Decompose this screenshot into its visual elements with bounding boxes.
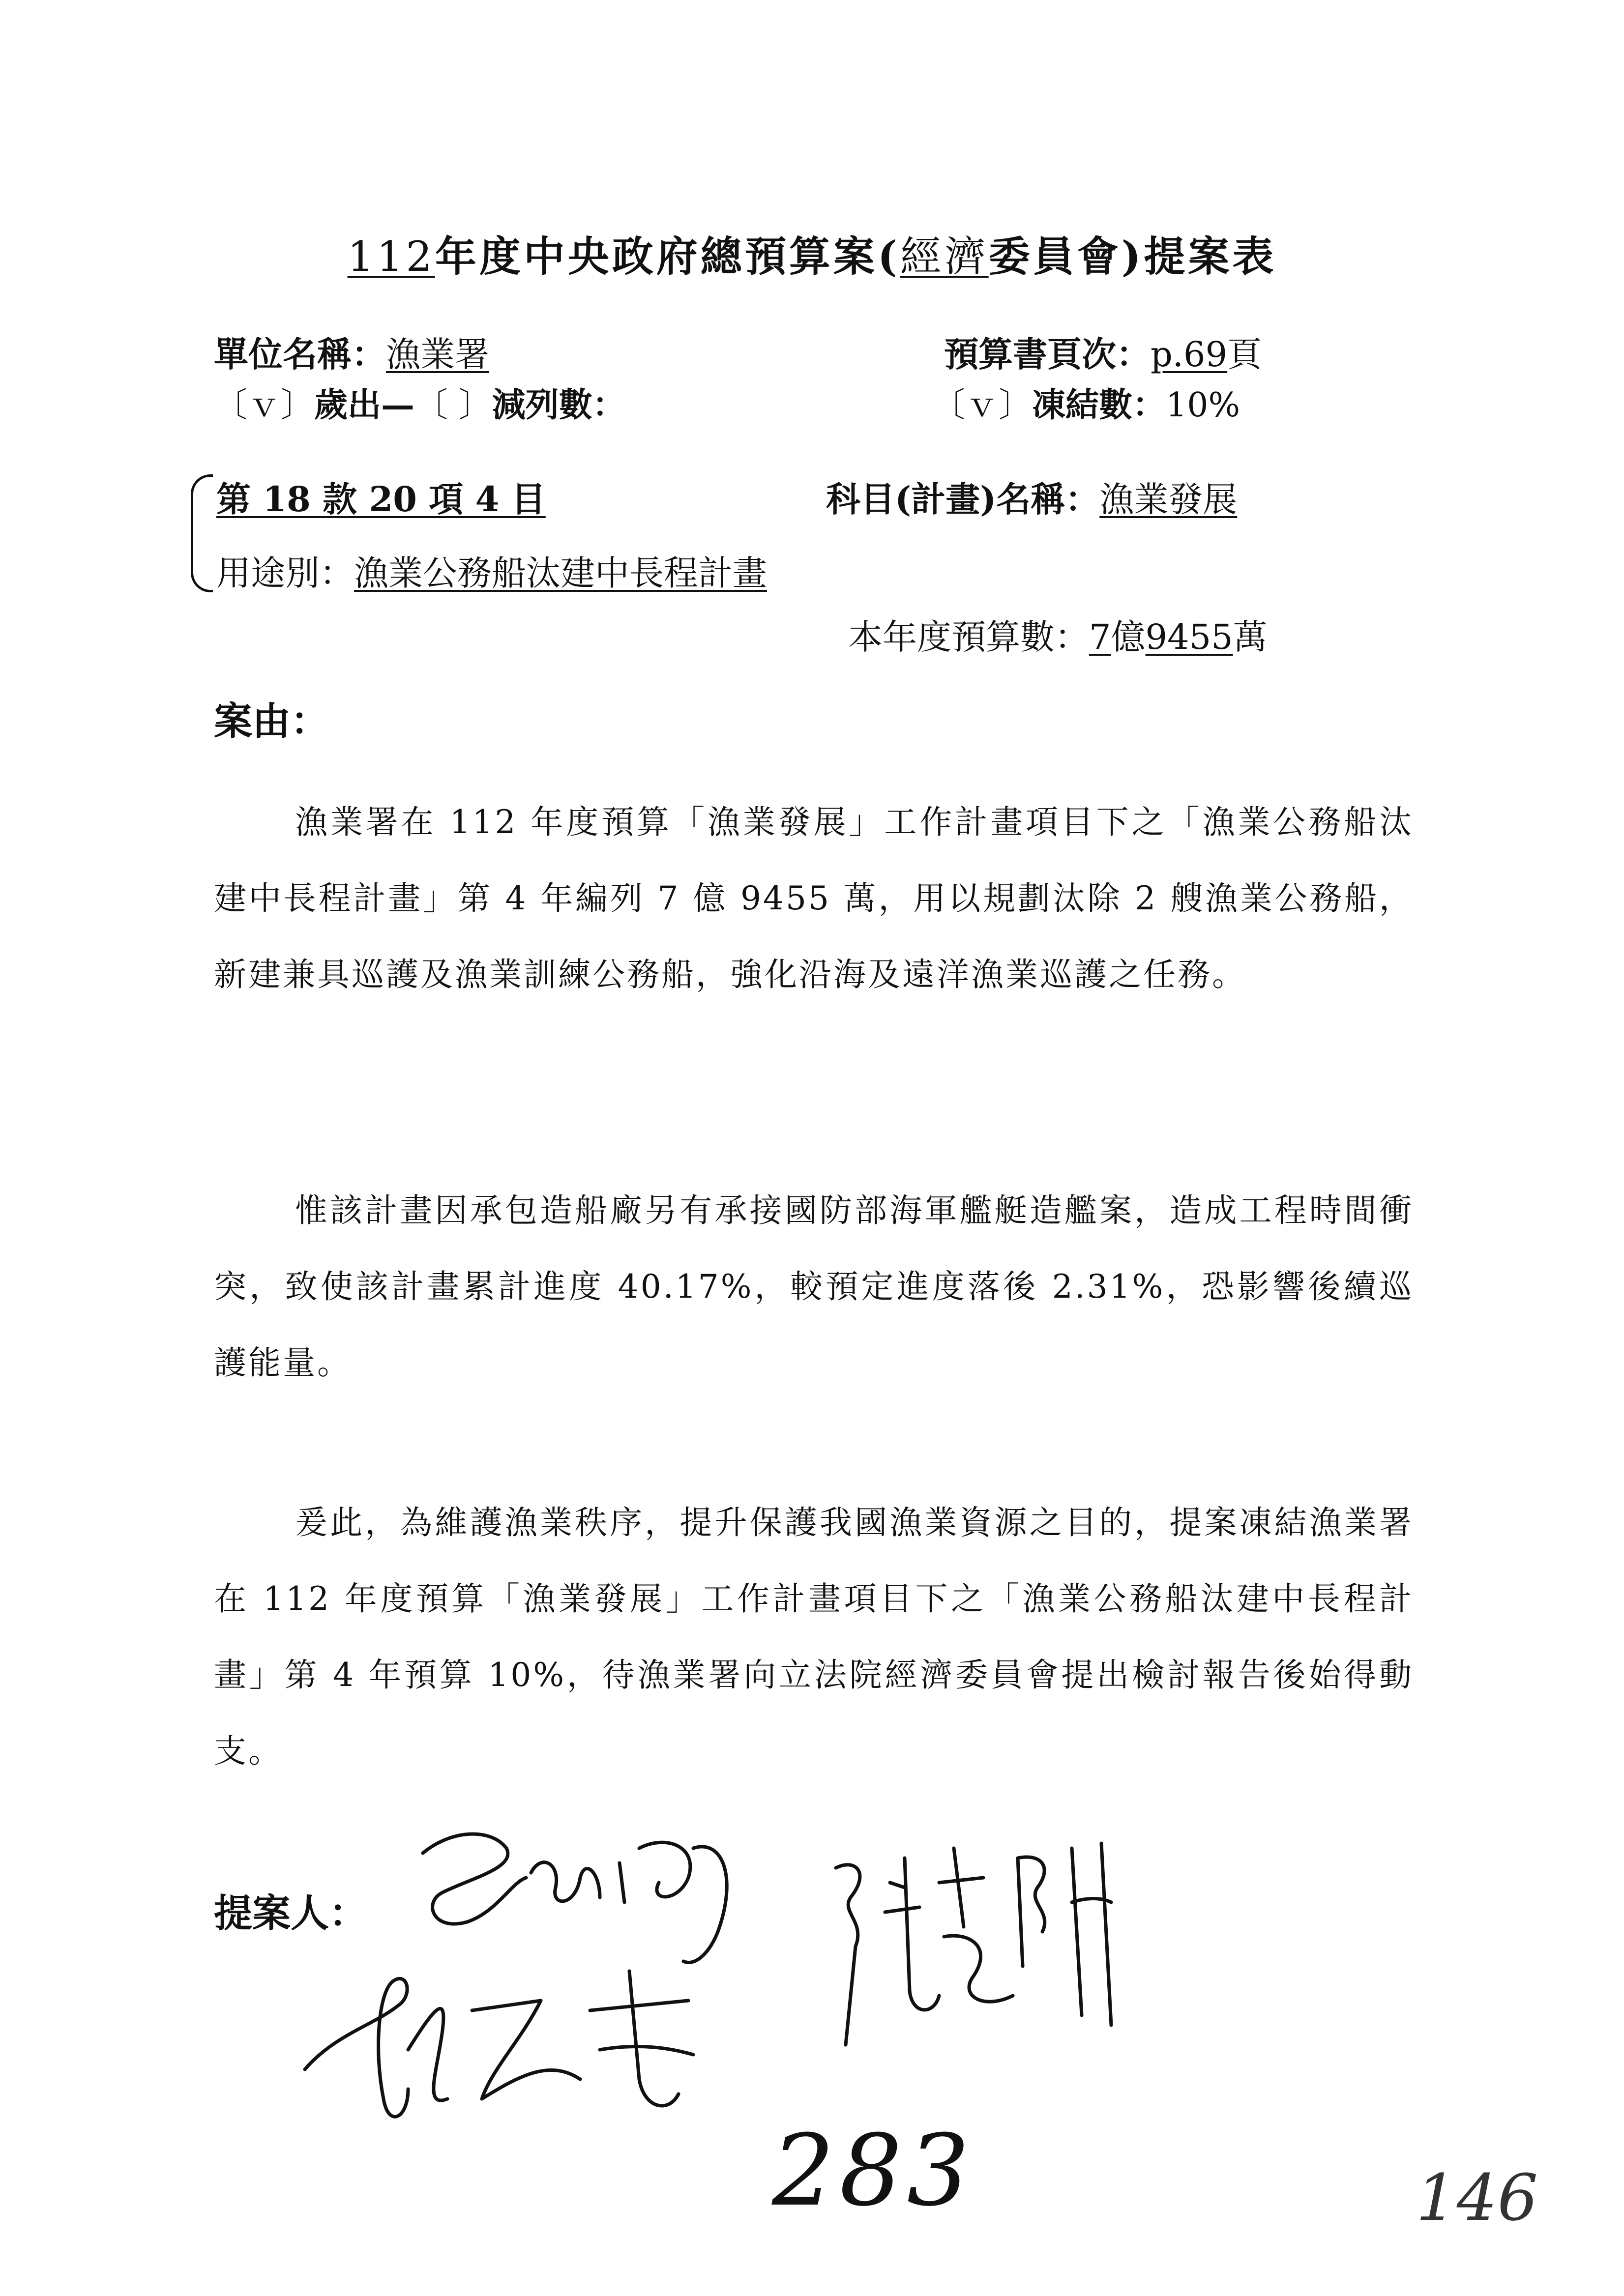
title-year: 112: [347, 233, 435, 281]
unit-row: [214, 327, 489, 377]
subject-row: [826, 472, 1237, 522]
paragraph-1-text: 漁業署在 112 年度預算「漁業發展」工作計畫項目下之「漁業公務船汰建中長程計畫」第 4 年編列 7 億 9455 萬，用以規劃汰除 2 艘漁業公務船，新建兼具巡護及漁業訓練公務船，強化沿海及遠洋漁業巡護之任務。: [214, 803, 1414, 993]
budget-page-unit: 頁: [1227, 334, 1262, 375]
annual-budget-unit2: 萬: [1233, 617, 1268, 657]
paragraph-2-text: 惟該計畫因承包造船廠另有承接國防部海軍艦艇造艦案，造成工程時間衝突，致使該計畫累計進度 40.17%，較預定進度落後 2.31%，恐影響後續巡護能量。: [214, 1192, 1414, 1382]
expenditure-checkbox: 〔ｖ〕: [214, 386, 315, 425]
annual-budget-unit1: 億: [1111, 617, 1146, 657]
usage-row: [216, 546, 767, 595]
title-committee: 經濟: [900, 233, 989, 281]
paragraph-1: [214, 784, 1414, 1013]
handwritten-page-number: 283: [772, 2114, 974, 2228]
subject-label: 科目(計畫)名稱：: [826, 479, 1100, 520]
annual-budget-amount1: 7: [1089, 617, 1111, 657]
unit-value: 漁業署: [386, 334, 489, 375]
freeze-options: [932, 378, 1240, 426]
reason-heading: 案由：: [214, 699, 329, 744]
proposer-label: 提案人：: [214, 1891, 368, 1936]
annual-budget-row: [848, 610, 1268, 659]
page-title: [0, 224, 1624, 283]
paragraph-3-text: 爰此，為維護漁業秩序，提升保護我國漁業資源之目的，提案凍結漁業署在 112 年度預算「漁業發展」工作計畫項目下之「漁業公務船汰建中長程計畫」第 4 年預算 10%，待漁業署向立法院經濟委員會提出檢討報告後始得動支。: [214, 1504, 1414, 1770]
annual-budget-label: 本年度預算數：: [848, 617, 1089, 657]
paragraph-2: [214, 1172, 1414, 1401]
title-prefix: 年度中央政府總預算案(: [435, 232, 900, 281]
item-bracket: [191, 474, 213, 592]
subject-value: 漁業發展: [1099, 479, 1238, 520]
expenditure-options: [214, 378, 626, 426]
title-suffix: 委員會)提案表: [988, 232, 1277, 281]
reduction-checkbox: 〔 〕: [414, 386, 492, 425]
signature-3: [806, 1829, 1160, 2064]
freeze-value: 10%: [1166, 386, 1240, 425]
unit-label: 單位名稱：: [214, 334, 386, 375]
paragraph-3: [214, 1484, 1414, 1789]
budget-page-row: [944, 327, 1262, 377]
expenditure-label: 歲出—: [314, 385, 415, 425]
annual-budget-amount2: 9455: [1145, 617, 1233, 657]
budget-page-value: p.69: [1151, 334, 1228, 375]
item-ref-row: [216, 472, 546, 522]
freeze-label: 凍結數：: [1032, 385, 1166, 425]
reduction-label: 減列數：: [492, 385, 626, 425]
item-ref: 第 18 款 20 項 4 目: [216, 479, 546, 520]
usage-label: 用途別：: [216, 553, 354, 593]
budget-page-label: 預算書頁次：: [944, 334, 1151, 375]
freeze-checkbox: 〔ｖ〕: [932, 386, 1033, 425]
usage-value: 漁業公務船汰建中長程計畫: [354, 553, 767, 593]
handwritten-corner-number: 146: [1416, 2160, 1538, 2235]
signature-2: [285, 1951, 747, 2148]
